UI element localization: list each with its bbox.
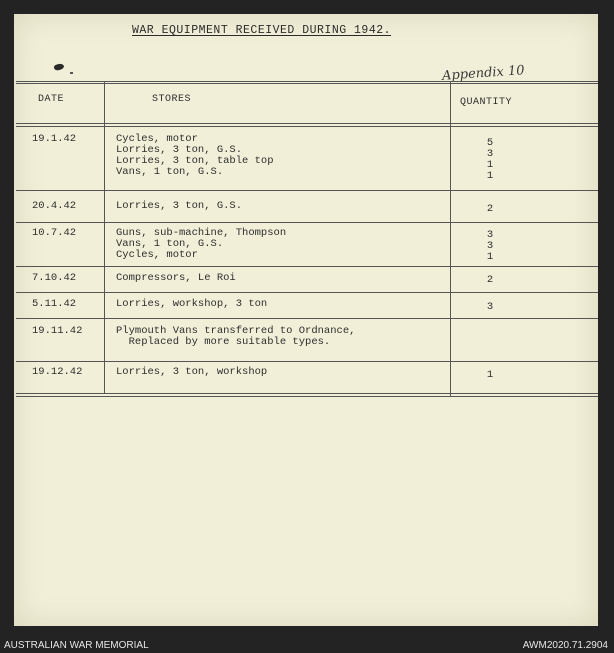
row-store-item: Cycles, motor	[116, 249, 198, 261]
row-date: 19.11.42	[32, 325, 83, 337]
row-store-item: Guns, sub-machine, Thompson	[116, 227, 287, 239]
column-header-stores: STORES	[152, 94, 192, 105]
date-column-divider	[104, 81, 105, 394]
row-date: 20.4.42	[32, 200, 77, 212]
handwritten-annotation: Appendix 10	[441, 63, 526, 84]
row-quantity: 5	[486, 137, 494, 149]
row-store-item: Plymouth Vans transferred to Ordnance,	[116, 325, 356, 337]
document-title: WAR EQUIPMENT RECEIVED DURING 1942.	[132, 24, 392, 37]
row-date: 10.7.42	[32, 227, 77, 239]
row-store-item: Replaced by more suitable types.	[116, 336, 331, 348]
row-date: 5.11.42	[32, 298, 77, 310]
ink-speck	[70, 72, 73, 74]
row-store-item: Lorries, 3 ton, workshop	[116, 366, 268, 378]
document-page	[14, 14, 598, 626]
row-quantity: 2	[486, 203, 494, 215]
footer-credit: AUSTRALIAN WAR MEMORIAL	[4, 640, 149, 651]
row-quantity: 1	[486, 251, 494, 263]
row-date: 19.1.42	[32, 133, 77, 145]
row-store-item: Lorries, workshop, 3 ton	[116, 298, 268, 310]
row-quantity: 3	[486, 148, 494, 160]
column-header-date: DATE	[38, 94, 65, 105]
row-date: 19.12.42	[32, 366, 83, 378]
column-header-quantity: QUANTITY	[460, 97, 513, 108]
row-store-item: Lorries, 3 ton, G.S.	[116, 200, 243, 212]
ink-mark	[53, 63, 64, 71]
row-store-item: Vans, 1 ton, G.S.	[116, 166, 224, 178]
row-store-item: Lorries, 3 ton, table top	[116, 155, 274, 167]
row-date: 7.10.42	[32, 272, 77, 284]
row-quantity: 2	[486, 274, 494, 286]
row-quantity: 1	[486, 159, 494, 171]
row-store-item: Vans, 1 ton, G.S.	[116, 238, 224, 250]
row-quantity: 3	[486, 301, 494, 313]
row-quantity: 1	[486, 170, 494, 182]
table-bottom-rule-double	[16, 396, 598, 397]
row-store-item: Lorries, 3 ton, G.S.	[116, 144, 243, 156]
row-quantity: 3	[486, 229, 494, 241]
row-quantity: 3	[486, 240, 494, 252]
row-store-item: Cycles, motor	[116, 133, 198, 145]
quantity-column-divider	[450, 81, 451, 397]
footer-catalogue-number: AWM2020.71.2904	[522, 640, 608, 651]
row-store-item: Compressors, Le Roi	[116, 272, 236, 284]
row-quantity: 1	[486, 369, 494, 381]
